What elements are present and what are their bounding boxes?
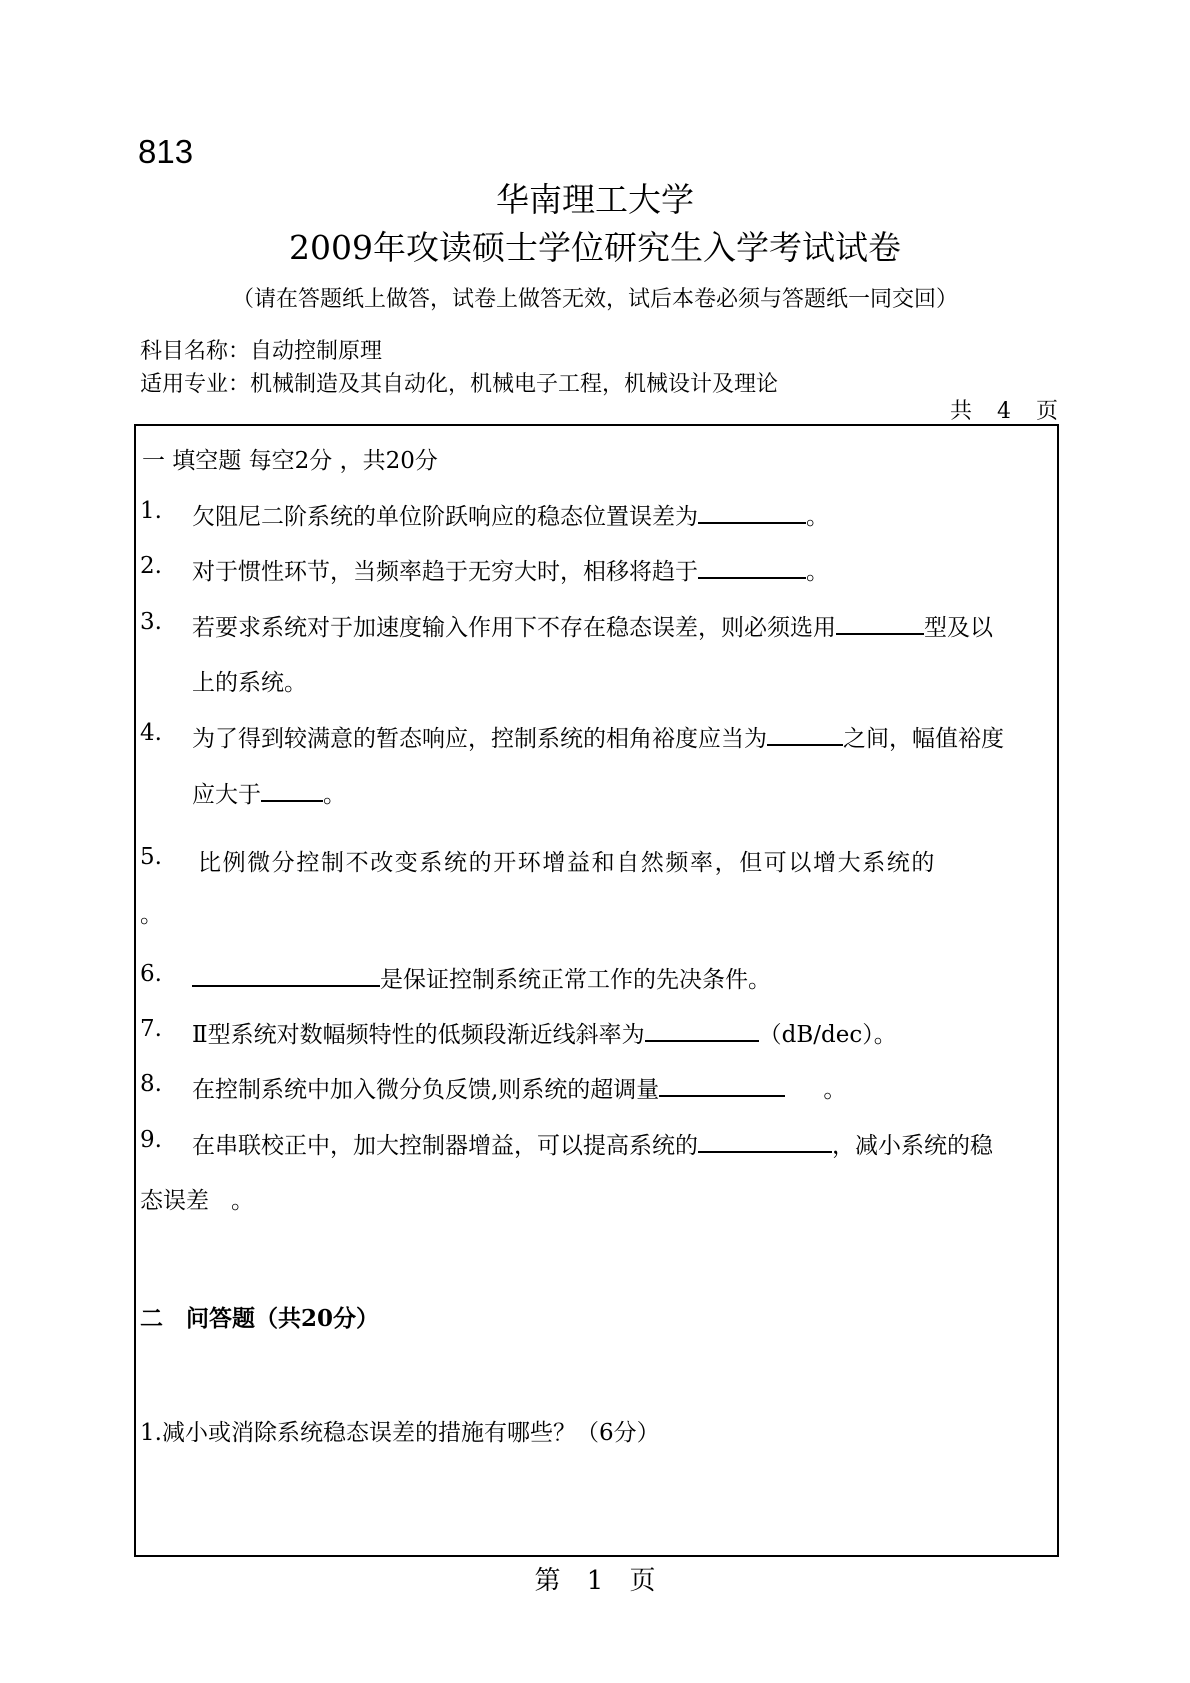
subject-value: 自动控制原理 bbox=[250, 339, 383, 364]
question-8: 在控制系统中加入微分负反馈,则系统的超调量 。 bbox=[192, 1077, 847, 1103]
answer-blank bbox=[767, 724, 843, 746]
university-name: 华南理工大学 bbox=[496, 180, 694, 219]
q8-number: 8. bbox=[140, 1071, 162, 1097]
question-9-cont: 态误差 。 bbox=[140, 1188, 254, 1214]
q9-number: 9. bbox=[140, 1127, 162, 1153]
answer-blank bbox=[645, 1020, 759, 1042]
total-pages: 共 4 页 bbox=[950, 399, 1058, 424]
question-7: Ⅱ型系统对数幅频特性的低频段渐近线斜率为 （dB/dec）。 bbox=[192, 1022, 897, 1048]
answer-blank bbox=[698, 557, 806, 579]
answer-blank bbox=[836, 613, 924, 635]
exam-title: 2009年攻读硕士学位研究生入学考试试卷 bbox=[289, 228, 901, 267]
subject-row bbox=[140, 334, 382, 365]
q7-number: 7. bbox=[140, 1016, 162, 1042]
q6-number: 6. bbox=[140, 961, 162, 987]
answer-blank bbox=[698, 502, 806, 524]
answer-blank bbox=[659, 1075, 785, 1097]
question-4: 为了得到较满意的暂态响应，控制系统的相角裕度应当为 之间，幅值裕度 bbox=[192, 726, 1004, 752]
question-5: 比例微分控制不改变系统的开环增益和自然频率，但可以增大系统的 bbox=[198, 850, 936, 876]
question-2: 对于惯性环节，当频率趋于无穷大时，相移将趋于 。 bbox=[192, 559, 829, 585]
q5-number: 5. bbox=[140, 844, 162, 870]
section2-heading: 二 问答题（共20分） bbox=[140, 1305, 380, 1332]
q3-number: 3. bbox=[140, 609, 162, 635]
question-9: 在串联校正中，加大控制器增益，可以提高系统的 ，减小系统的稳 bbox=[192, 1133, 993, 1159]
answer-blank bbox=[698, 1131, 832, 1153]
question-3-cont: 上的系统。 bbox=[192, 670, 307, 696]
answer-blank bbox=[261, 780, 323, 802]
question-5-end: 。 bbox=[140, 902, 163, 928]
majors-row bbox=[140, 367, 778, 398]
section2-question-1: 1.减小或消除系统稳态误差的措施有哪些？（6分） bbox=[140, 1420, 660, 1446]
subject-label: 科目名称： bbox=[140, 339, 251, 364]
q2-number: 2. bbox=[140, 553, 162, 579]
answer-blank bbox=[192, 965, 380, 987]
question-3: 若要求系统对于加速度输入作用下不存在稳态误差，则必须选用 型及以 bbox=[192, 615, 993, 641]
question-1: 欠阻尼二阶系统的单位阶跃响应的稳态位置误差为 。 bbox=[192, 504, 829, 530]
section1-heading: 一 填空题 每空2分 ，共20分 bbox=[142, 448, 438, 474]
question-4-cont: 应大于 。 bbox=[192, 782, 346, 808]
q4-number: 4. bbox=[140, 720, 162, 746]
instructions: （请在答题纸上做答，试卷上做答无效，试后本卷必须与答题纸一同交回） bbox=[231, 287, 958, 312]
q1-number: 1. bbox=[140, 498, 162, 524]
question-6: 是保证控制系统正常工作的先决条件。 bbox=[192, 961, 771, 994]
majors-value: 机械制造及其自动化，机械电子工程，机械设计及理论 bbox=[250, 372, 779, 397]
page-number: 第 1 页 bbox=[534, 1566, 656, 1596]
question-box bbox=[134, 424, 1059, 1557]
majors-label: 适用专业： bbox=[140, 372, 251, 397]
exam-code: 813 bbox=[138, 133, 194, 170]
